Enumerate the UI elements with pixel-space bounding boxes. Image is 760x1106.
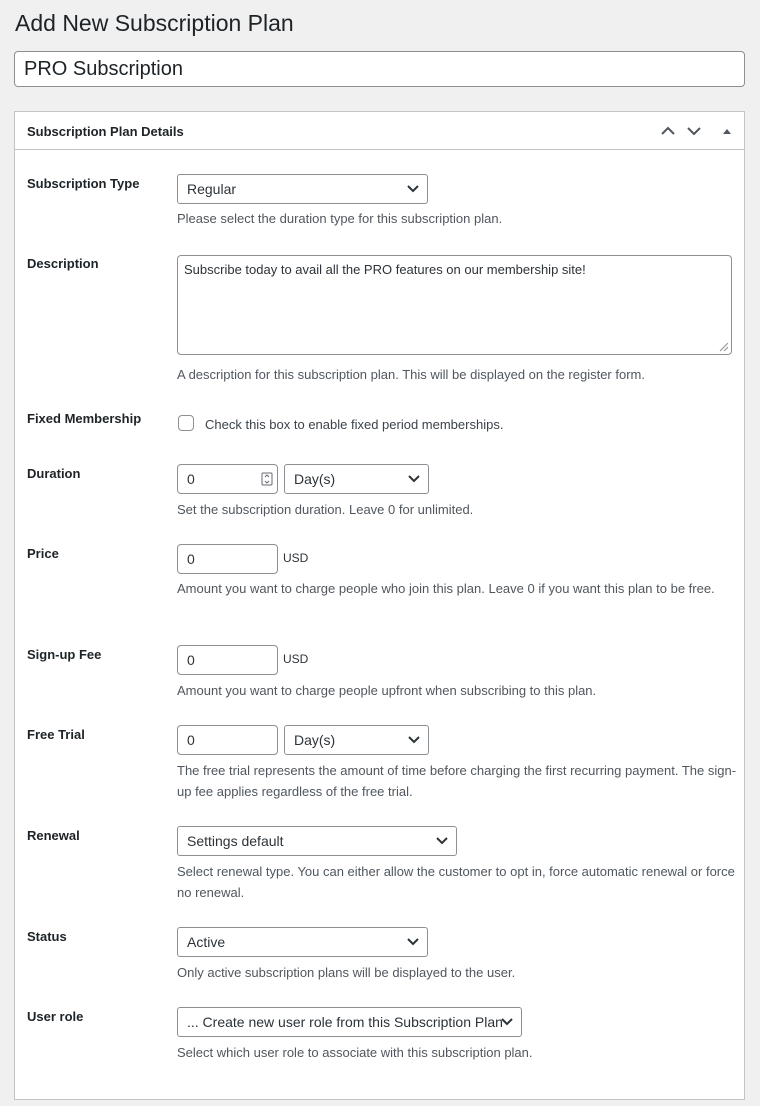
fixed-membership-checkbox[interactable] xyxy=(178,415,194,431)
user-role-value: ... Create new user role from this Subscription Plan xyxy=(187,1014,503,1030)
move-up-icon[interactable] xyxy=(658,121,678,141)
renewal-value: Settings default xyxy=(187,833,284,849)
status-label: Status xyxy=(27,929,67,944)
renewal-help: Select renewal type. You can either allow the customer to opt in, force automatic renewal or force no renewal. xyxy=(177,864,735,900)
duration-value: 0 xyxy=(187,471,195,487)
renewal-select[interactable] xyxy=(177,826,457,856)
fixed-membership-checkbox-label[interactable]: Check this box to enable fixed period memberships. xyxy=(205,417,504,432)
price-input[interactable] xyxy=(177,544,278,574)
metabox-header xyxy=(15,112,744,150)
status-help: Only active subscription plans will be displayed to the user. xyxy=(177,965,516,980)
number-spinner-icon[interactable] xyxy=(261,472,273,486)
free-trial-unit-value: Day(s) xyxy=(294,732,336,748)
page-title: Add New Subscription Plan xyxy=(15,10,294,36)
price-currency: USD xyxy=(283,551,309,565)
signup-fee-help: Amount you want to charge people upfront when subscribing to this plan. xyxy=(177,683,597,698)
signup-fee-label: Sign-up Fee xyxy=(27,647,102,662)
status-value: Active xyxy=(187,934,226,950)
user-role-help: Select which user role to associate with this subscription plan. xyxy=(177,1045,533,1060)
chevron-down-icon xyxy=(407,474,421,484)
description-help: A description for this subscription plan. This will be displayed on the register form. xyxy=(177,367,645,382)
fixed-membership-label: Fixed Membership xyxy=(27,411,142,426)
free-trial-unit-select[interactable] xyxy=(284,725,429,755)
free-trial-label: Free Trial xyxy=(27,727,85,742)
description-label: Description xyxy=(27,256,99,271)
duration-input[interactable] xyxy=(177,464,278,494)
description-value: Subscribe today to avail all the PRO features on our membership site! xyxy=(184,262,586,277)
collapse-toggle-icon[interactable] xyxy=(717,121,737,141)
free-trial-value: 0 xyxy=(187,732,195,748)
price-label: Price xyxy=(27,546,59,561)
signup-fee-value: 0 xyxy=(187,652,195,668)
chevron-down-icon xyxy=(406,937,420,947)
plan-name-input[interactable] xyxy=(14,51,745,87)
metabox-title: Subscription Plan Details xyxy=(27,124,184,139)
renewal-label: Renewal xyxy=(27,828,80,843)
free-trial-help: The free trial represents the amount of time before charging the first recurring payment. The sign-up fee applies regardless of the free trial. xyxy=(177,763,737,799)
signup-fee-currency: USD xyxy=(283,652,309,666)
status-select[interactable] xyxy=(177,927,428,957)
user-role-label: User role xyxy=(27,1009,84,1024)
subscription-type-value: Regular xyxy=(187,181,237,197)
price-value: 0 xyxy=(187,551,195,567)
chevron-down-icon xyxy=(500,1017,514,1027)
duration-unit-value: Day(s) xyxy=(294,471,336,487)
move-down-icon[interactable] xyxy=(684,121,704,141)
description-textarea[interactable] xyxy=(177,255,732,355)
free-trial-input[interactable] xyxy=(177,725,278,755)
duration-unit-select[interactable] xyxy=(284,464,429,494)
user-role-select[interactable] xyxy=(177,1007,522,1037)
chevron-down-icon xyxy=(435,836,449,846)
subscription-type-select[interactable] xyxy=(177,174,428,204)
duration-label: Duration xyxy=(27,466,81,481)
duration-help: Set the subscription duration. Leave 0 for unlimited. xyxy=(177,502,474,517)
chevron-down-icon xyxy=(407,735,421,745)
subscription-type-help: Please select the duration type for this subscription plan. xyxy=(177,211,503,226)
chevron-down-icon xyxy=(406,184,420,194)
resize-handle-icon[interactable] xyxy=(719,342,729,352)
price-help: Amount you want to charge people who join this plan. Leave 0 if you want this plan to be free. xyxy=(177,581,715,596)
signup-fee-input[interactable] xyxy=(177,645,278,675)
subscription-type-label: Subscription Type xyxy=(27,176,140,191)
subscription-plan-details-box xyxy=(14,111,745,1100)
